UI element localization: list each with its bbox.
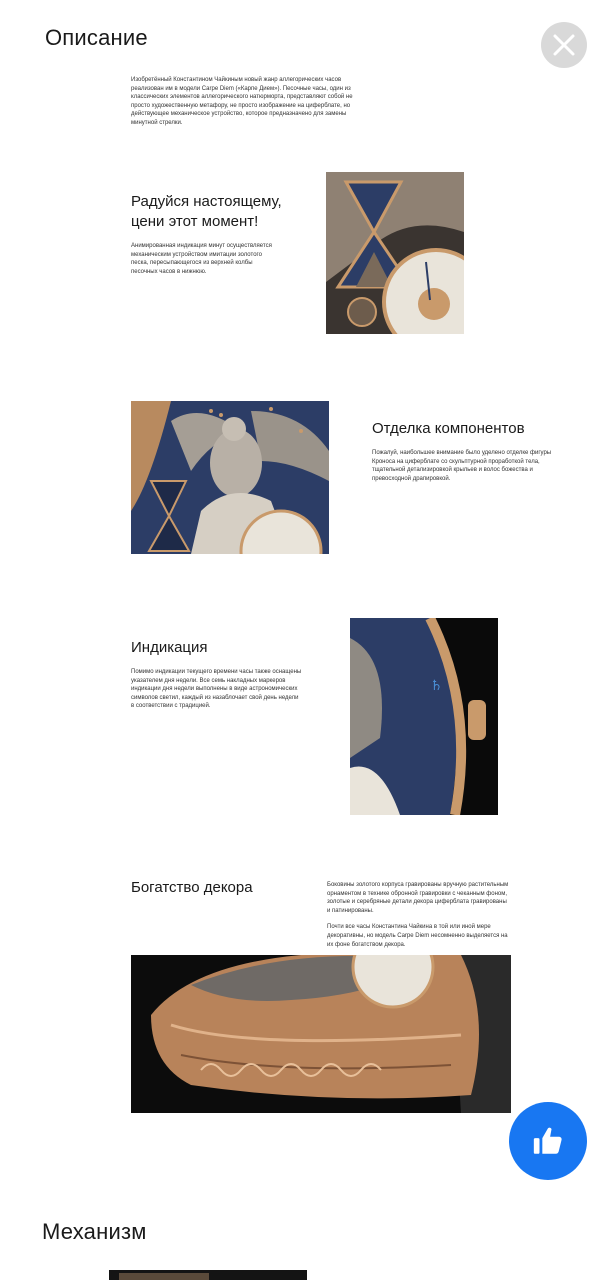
block-1-title: Радуйся настоящему, цени этот момент! — [131, 193, 282, 230]
block-2-title: Отделка компонентов — [372, 420, 525, 437]
close-icon — [552, 33, 576, 57]
image-kronos-figure — [131, 401, 329, 554]
section-title-description: Описание — [45, 25, 148, 50]
svg-text:♄: ♄ — [430, 678, 443, 694]
like-button[interactable] — [509, 1102, 587, 1180]
block-4-text: Боковины золотого корпуса гравированы вручную растительным орнаментом в технике обронной гравировки с чеканным фоном, золотые и серебряные детали декора циферблата гравированы и патинированы. Почти все часы Константина Чайкина в той или иной мере декоративны, но модель Carpe Diem несомненно выделяется на их фоне богатством декора. — [327, 882, 509, 948]
close-button[interactable] — [541, 22, 587, 68]
block-3-text: Помимо индикации текущего времени часы также оснащены указателем дня недели. Все семь накладных маркеров индикации дня недели выполнены в виде астрономических символов светил, каждый из назаблочает свой день недели в соответствии с традицией. — [131, 669, 302, 710]
block-3-title: Индикация — [131, 639, 208, 656]
block-2-text: Пожалуй, наибольшее внимание было уделено отделке фигуры Кроноса на циферблате со скульптурной проработкой тела, тщательной детализировкой крыльев и волос божества и превосходной драпировкой. — [372, 450, 552, 482]
image-engraved-case — [131, 955, 511, 1113]
thumbs-up-icon — [531, 1124, 565, 1158]
description-intro: Изобретённый Константином Чайкиным новый жанр аллегорических часов реализован им в модели Carpe Diem («Карпе Дием»). Песочные часы, один из классических элементов аллегорического натюрморта, представляют собой не просто художественную метафору, не просто изображение на циферблате, но действующее механическое устройство, которое предназначено для замены минутной стрелки. — [131, 77, 353, 126]
block-4-title: Богатство декора — [131, 879, 253, 896]
image-hourglass-dial — [326, 172, 464, 334]
block-1-text: Анимированная индикация минут осуществляется механическим устройством имитации золотого песка, пересыпающегося из верхней колбы песочных часов в нижнюю. — [131, 243, 272, 275]
section-title-mechanism: Механизм — [42, 1219, 147, 1244]
image-day-indicator — [350, 618, 498, 815]
image-mechanism-top — [109, 1270, 307, 1280]
